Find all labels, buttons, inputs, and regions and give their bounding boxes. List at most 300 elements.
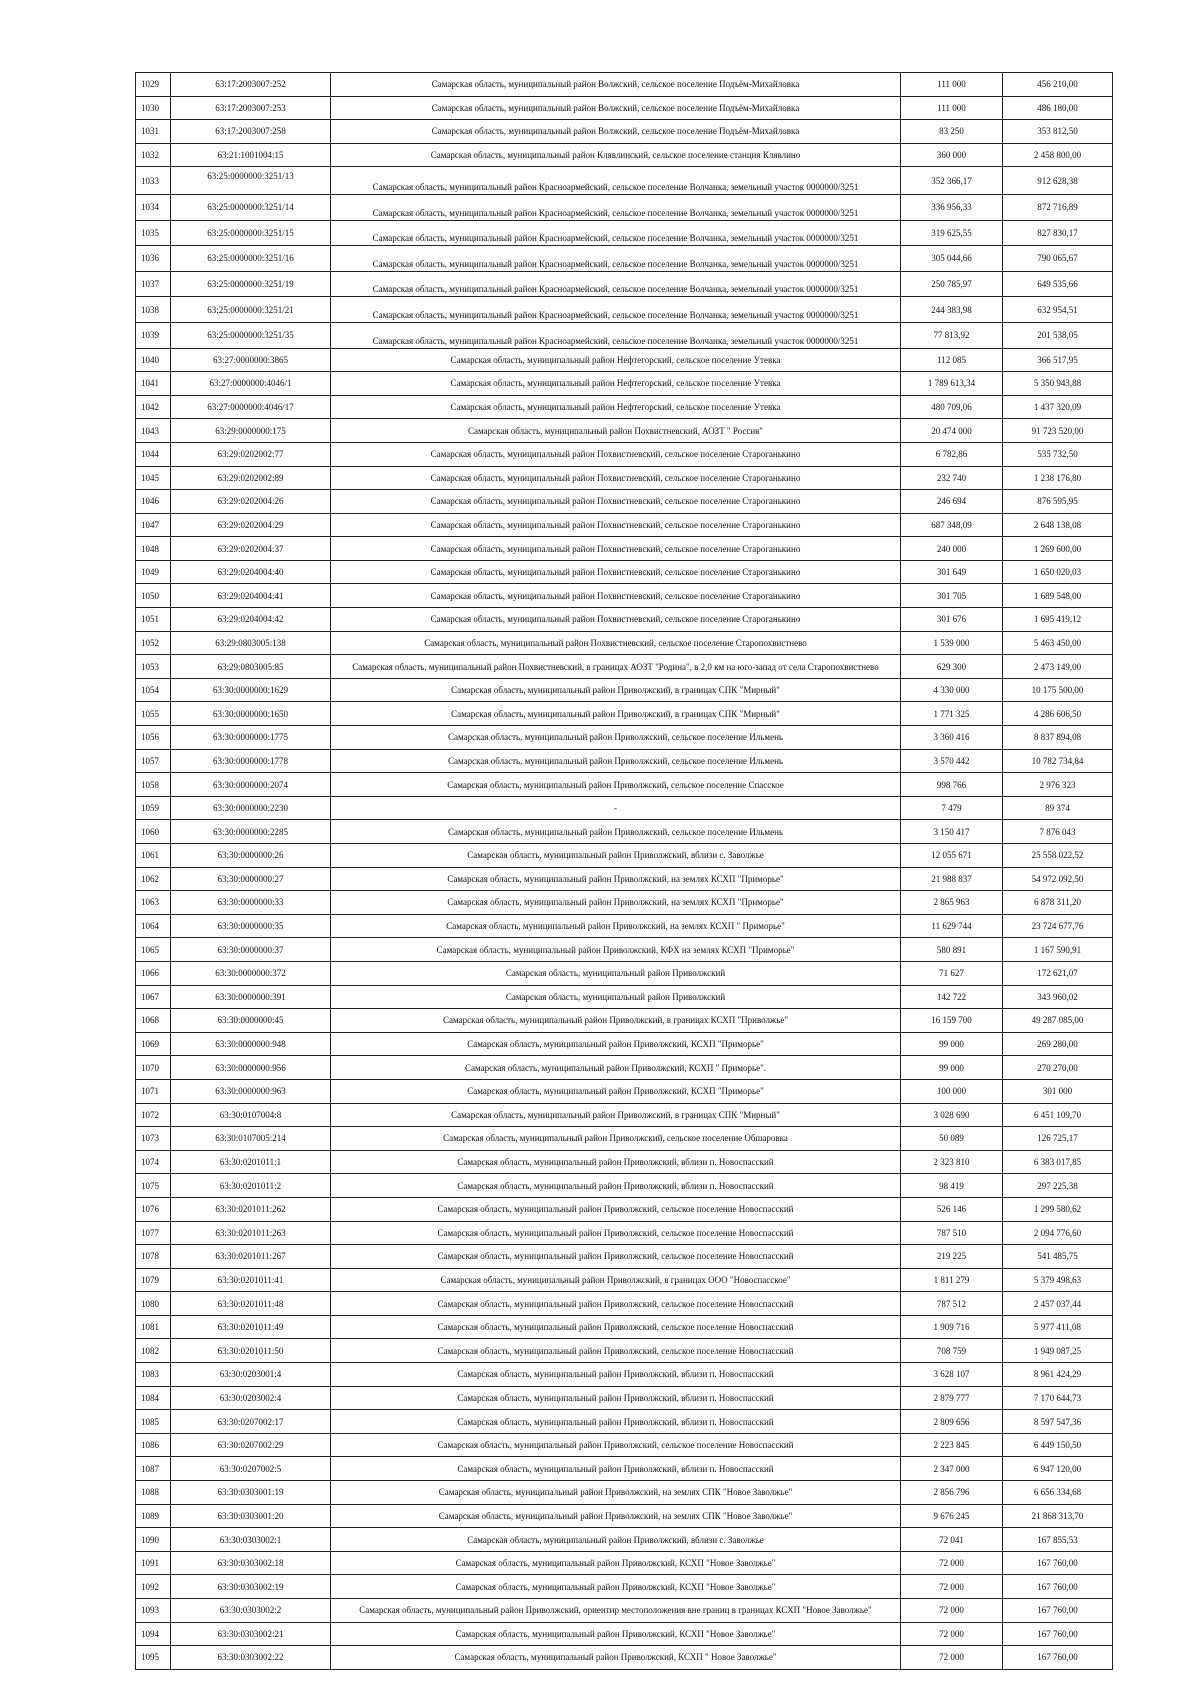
cadastral-value-cell: 6 656 334,68 (1003, 1481, 1113, 1505)
table-row (136, 513, 1113, 537)
cadastral-value-cell: 6 383 017,85 (1003, 1150, 1113, 1174)
cadastral-number-cell: 63:30:0201011:263 (171, 1221, 331, 1245)
row-number-cell: 1029 (136, 73, 171, 97)
location-address-cell: Самарская область, муниципальный район Приволжский (331, 961, 901, 985)
location-address-cell: Самарская область, муниципальный район Похвистневский, в границах АОЗТ "Родина", в 2,0 км на юго-запад от села Старопохвистнево (331, 655, 901, 679)
row-number-cell: 1031 (136, 120, 171, 144)
location-address-cell: Самарская область, муниципальный район Красноармейский, сельское поселение Волчанка, земельный участок 0000000/3251 (331, 246, 901, 272)
row-number-cell: 1055 (136, 702, 171, 726)
area-value-cell: 2 879 777 (901, 1386, 1003, 1410)
row-number-cell: 1040 (136, 348, 171, 372)
row-number-cell: 1081 (136, 1315, 171, 1339)
location-address-cell: Самарская область, муниципальный район Похвистневский, АОЗТ " Россия" (331, 419, 901, 443)
cadastral-value-cell: 10 782 734,84 (1003, 749, 1113, 773)
table-row (136, 419, 1113, 443)
table-row (136, 985, 1113, 1009)
cadastral-number-cell: 63:25:0000000:3251/19 (171, 271, 331, 297)
cadastral-number-cell: 63:30:0207002:29 (171, 1433, 331, 1457)
row-number-cell: 1089 (136, 1504, 171, 1528)
row-number-cell: 1094 (136, 1622, 171, 1646)
location-address-cell: Самарская область, муниципальный район Приволжский, КСХП " Приморье". (331, 1056, 901, 1080)
table-row (136, 466, 1113, 490)
row-number-cell: 1078 (136, 1245, 171, 1269)
row-number-cell: 1085 (136, 1410, 171, 1434)
cadastral-number-cell: 63:29:0204004:41 (171, 584, 331, 608)
area-value-cell: 352 366,17 (901, 167, 1003, 195)
location-address-cell: Самарская область, муниципальный район Красноармейский, сельское поселение Волчанка, земельный участок 0000000/3251 (331, 167, 901, 195)
location-address-cell: Самарская область, муниципальный район Приволжский, сельское поселение Новоспасский (331, 1221, 901, 1245)
table-row (136, 1551, 1113, 1575)
location-address-cell: Самарская область, муниципальный район Похвистневский, сельское поселение Староганькино (331, 608, 901, 632)
area-value-cell: 336 956,33 (901, 194, 1003, 220)
cadastral-value-cell: 6 947 120,00 (1003, 1457, 1113, 1481)
cadastral-value-cell: 876 595,95 (1003, 490, 1113, 514)
table-row (136, 167, 1113, 195)
cadastral-value-cell: 2 457 037,44 (1003, 1292, 1113, 1316)
location-address-cell: Самарская область, муниципальный район Похвистневский, сельское поселение Староганькино (331, 490, 901, 514)
row-number-cell: 1030 (136, 96, 171, 120)
location-address-cell: Самарская область, муниципальный район Приволжский, вблизи п. Новоспасский (331, 1457, 901, 1481)
row-number-cell: 1086 (136, 1433, 171, 1457)
cadastral-number-cell: 63:25:0000000:3251/35 (171, 322, 331, 348)
row-number-cell: 1075 (136, 1174, 171, 1198)
row-number-cell: 1069 (136, 1032, 171, 1056)
area-value-cell: 2 347 000 (901, 1457, 1003, 1481)
area-value-cell: 72 000 (901, 1622, 1003, 1646)
cadastral-value-cell: 2 648 138,08 (1003, 513, 1113, 537)
area-value-cell: 244 383,98 (901, 297, 1003, 323)
area-value-cell: 72 000 (901, 1551, 1003, 1575)
row-number-cell: 1074 (136, 1150, 171, 1174)
table-row (136, 1575, 1113, 1599)
table-row (136, 1646, 1113, 1670)
table-row (136, 1504, 1113, 1528)
table-row (136, 844, 1113, 868)
table-row (136, 1079, 1113, 1103)
cadastral-value-cell: 172 621,07 (1003, 961, 1113, 985)
cadastral-value-cell: 366 517,95 (1003, 348, 1113, 372)
cadastral-value-cell: 7 876 043 (1003, 820, 1113, 844)
location-address-cell: Самарская область, муниципальный район Приволжский, в границах СПК "Мирный" (331, 1103, 901, 1127)
cadastral-value-cell: 1 437 320,09 (1003, 395, 1113, 419)
cadastral-value-cell: 23 724 677,76 (1003, 914, 1113, 938)
table-row (136, 655, 1113, 679)
cadastral-number-cell: 63:30:0000000:2285 (171, 820, 331, 844)
row-number-cell: 1061 (136, 844, 171, 868)
area-value-cell: 99 000 (901, 1056, 1003, 1080)
table-row (136, 749, 1113, 773)
cadastral-value-cell: 343 960,02 (1003, 985, 1113, 1009)
cadastral-number-cell: 63:29:0202002:77 (171, 442, 331, 466)
table-row (136, 1386, 1113, 1410)
table-row (136, 1363, 1113, 1387)
cadastral-value-cell: 167 760,00 (1003, 1599, 1113, 1623)
cadastral-value-cell: 6 878 311,20 (1003, 891, 1113, 915)
location-address-cell: Самарская область, муниципальный район Приволжский, сельское поселение Ильмень (331, 749, 901, 773)
row-number-cell: 1060 (136, 820, 171, 844)
cadastral-number-cell: 63:29:0803005:85 (171, 655, 331, 679)
cadastral-value-cell: 54 972 092,50 (1003, 867, 1113, 891)
location-address-cell: Самарская область, муниципальный район Приволжский, на землях КСХП " Приморье" (331, 914, 901, 938)
cadastral-value-cell: 301 000 (1003, 1079, 1113, 1103)
table-row (136, 891, 1113, 915)
cadastral-value-cell: 456 210,00 (1003, 73, 1113, 97)
area-value-cell: 12 055 671 (901, 844, 1003, 868)
table-row (136, 322, 1113, 348)
area-value-cell: 240 000 (901, 537, 1003, 561)
table-row (136, 271, 1113, 297)
cadastral-number-cell: 63:30:0000000:37 (171, 938, 331, 962)
row-number-cell: 1042 (136, 395, 171, 419)
table-row (136, 702, 1113, 726)
table-row (136, 1197, 1113, 1221)
table-row (136, 1221, 1113, 1245)
cadastral-value-cell: 6 449 150,50 (1003, 1433, 1113, 1457)
area-value-cell: 526 146 (901, 1197, 1003, 1221)
table-row (136, 1457, 1113, 1481)
row-number-cell: 1054 (136, 678, 171, 702)
area-value-cell: 3 570 442 (901, 749, 1003, 773)
location-address-cell: Самарская область, муниципальный район Приволжский, сельское поселение Ильмень (331, 726, 901, 750)
cadastral-value-cell: 1 695 419,12 (1003, 608, 1113, 632)
cadastral-value-cell: 1 167 590,91 (1003, 938, 1113, 962)
cadastral-number-cell: 63:30:0201011:50 (171, 1339, 331, 1363)
row-number-cell: 1051 (136, 608, 171, 632)
row-number-cell: 1056 (136, 726, 171, 750)
location-address-cell: Самарская область, муниципальный район Похвистневский, сельское поселение Староганькино (331, 584, 901, 608)
cadastral-value-cell: 1 689 548,00 (1003, 584, 1113, 608)
cadastral-number-cell: 63:27:0000000:4046/1 (171, 372, 331, 396)
row-number-cell: 1057 (136, 749, 171, 773)
location-address-cell: Самарская область, муниципальный район Нефтегорский, сельское поселение Утевка (331, 348, 901, 372)
table-row (136, 395, 1113, 419)
location-address-cell: Самарская область, муниципальный район Похвистневский, сельское поселение Староганькино (331, 560, 901, 584)
table-row (136, 246, 1113, 272)
location-address-cell: Самарская область, муниципальный район Клявлинский, сельское поселение станция Клявлино (331, 143, 901, 167)
table-row (136, 938, 1113, 962)
cadastral-number-cell: 63:30:0303001:20 (171, 1504, 331, 1528)
cadastral-value-cell: 541 485,75 (1003, 1245, 1113, 1269)
area-value-cell: 72 000 (901, 1599, 1003, 1623)
cadastral-number-cell: 63:25:0000000:3251/15 (171, 220, 331, 246)
cadastral-number-cell: 63:30:0201011:267 (171, 1245, 331, 1269)
location-address-cell: Самарская область, муниципальный район Приволжский, КСХП "Приморье" (331, 1032, 901, 1056)
cadastral-number-cell: 63:29:0204004:40 (171, 560, 331, 584)
cadastral-number-cell: 63:30:0000000:948 (171, 1032, 331, 1056)
location-address-cell: Самарская область, муниципальный район Красноармейский, сельское поселение Волчанка, земельный участок 0000000/3251 (331, 271, 901, 297)
row-number-cell: 1053 (136, 655, 171, 679)
cadastral-number-cell: 63:29:0202002:89 (171, 466, 331, 490)
table-row (136, 820, 1113, 844)
table-row (136, 1410, 1113, 1434)
location-address-cell: Самарская область, муниципальный район Приволжский, на землях КСХП "Приморье" (331, 891, 901, 915)
cadastral-number-cell: 63:25:0000000:3251/21 (171, 297, 331, 323)
row-number-cell: 1035 (136, 220, 171, 246)
table-row (136, 348, 1113, 372)
cadastral-value-cell: 632 954,51 (1003, 297, 1113, 323)
cadastral-value-cell: 486 180,00 (1003, 96, 1113, 120)
cadastral-value-cell: 297 225,38 (1003, 1174, 1113, 1198)
area-value-cell: 2 856 796 (901, 1481, 1003, 1505)
area-value-cell: 3 360 416 (901, 726, 1003, 750)
area-value-cell: 72 000 (901, 1575, 1003, 1599)
location-address-cell: Самарская область, муниципальный район Приволжский, в границах СПК "Мирный" (331, 678, 901, 702)
cadastral-value-cell: 535 732,50 (1003, 442, 1113, 466)
area-value-cell: 305 044,66 (901, 246, 1003, 272)
location-address-cell: Самарская область, муниципальный район Приволжский, в границах КСХП "Приволжье" (331, 1009, 901, 1033)
location-address-cell: Самарская область, муниципальный район Приволжский, сельское поселение Новоспасский (331, 1315, 901, 1339)
area-value-cell: 4 330 000 (901, 678, 1003, 702)
cadastral-number-cell: 63:17:2003007:258 (171, 120, 331, 144)
row-number-cell: 1093 (136, 1599, 171, 1623)
table-row (136, 372, 1113, 396)
cadastral-value-cell: 91 723 520,00 (1003, 419, 1113, 443)
table-row (136, 914, 1113, 938)
cadastral-number-cell: 63:30:0303001:19 (171, 1481, 331, 1505)
cadastral-value-cell: 167 760,00 (1003, 1622, 1113, 1646)
cadastral-value-cell: 5 379 498,63 (1003, 1268, 1113, 1292)
cadastral-number-cell: 63:30:0000000:1778 (171, 749, 331, 773)
row-number-cell: 1062 (136, 867, 171, 891)
cadastral-number-cell: 63:30:0207002:17 (171, 1410, 331, 1434)
area-value-cell: 3 028 690 (901, 1103, 1003, 1127)
area-value-cell: 246 694 (901, 490, 1003, 514)
cadastral-number-cell: 63:30:0303002:1 (171, 1528, 331, 1552)
area-value-cell: 1 539 000 (901, 631, 1003, 655)
table-row (136, 1150, 1113, 1174)
cadastral-value-cell: 49 287 085,00 (1003, 1009, 1113, 1033)
row-number-cell: 1033 (136, 167, 171, 195)
cadastral-number-cell: 63:30:0000000:26 (171, 844, 331, 868)
row-number-cell: 1090 (136, 1528, 171, 1552)
table-row (136, 73, 1113, 97)
table-row (136, 796, 1113, 820)
table-row (136, 1292, 1113, 1316)
cadastral-number-cell: 63:29:0202004:37 (171, 537, 331, 561)
area-value-cell: 787 510 (901, 1221, 1003, 1245)
area-value-cell: 2 223 845 (901, 1433, 1003, 1457)
area-value-cell: 219 225 (901, 1245, 1003, 1269)
cadastral-number-cell: 63:17:2003007:253 (171, 96, 331, 120)
cadastral-number-cell: 63:30:0000000:45 (171, 1009, 331, 1033)
row-number-cell: 1034 (136, 194, 171, 220)
table-row (136, 96, 1113, 120)
row-number-cell: 1083 (136, 1363, 171, 1387)
cadastral-number-cell: 63:30:0000000:33 (171, 891, 331, 915)
location-address-cell: Самарская область, муниципальный район Приволжский, сельское поселение Новоспасский (331, 1197, 901, 1221)
row-number-cell: 1071 (136, 1079, 171, 1103)
cadastral-value-cell: 827 830,17 (1003, 220, 1113, 246)
cadastral-number-cell: 63:30:0201011:2 (171, 1174, 331, 1198)
table-row (136, 773, 1113, 797)
cadastral-number-cell: 63:30:0303002:18 (171, 1551, 331, 1575)
location-address-cell: Самарская область, муниципальный район Приволжский, вблизи с. Заволжье (331, 1528, 901, 1552)
cadastral-value-cell: 1 238 176,80 (1003, 466, 1113, 490)
area-value-cell: 232 740 (901, 466, 1003, 490)
land-plots-table (135, 72, 1113, 1670)
cadastral-value-cell: 167 760,00 (1003, 1575, 1113, 1599)
cadastral-value-cell: 269 280,00 (1003, 1032, 1113, 1056)
row-number-cell: 1046 (136, 490, 171, 514)
location-address-cell: Самарская область, муниципальный район Приволжский, сельское поселение Новоспасский (331, 1292, 901, 1316)
row-number-cell: 1043 (136, 419, 171, 443)
cadastral-value-cell: 912 628,38 (1003, 167, 1113, 195)
location-address-cell: Самарская область, муниципальный район Похвистневский, сельское поселение Старопохвистнево (331, 631, 901, 655)
location-address-cell: Самарская область, муниципальный район Приволжский, вблизи п. Новоспасский (331, 1150, 901, 1174)
cadastral-value-cell: 2 976 323 (1003, 773, 1113, 797)
row-number-cell: 1076 (136, 1197, 171, 1221)
table-row (136, 442, 1113, 466)
cadastral-value-cell: 1 650 020,03 (1003, 560, 1113, 584)
area-value-cell: 787 512 (901, 1292, 1003, 1316)
area-value-cell: 1 789 613,34 (901, 372, 1003, 396)
cadastral-number-cell: 63:29:0202004:29 (171, 513, 331, 537)
table-row (136, 1315, 1113, 1339)
area-value-cell: 20 474 000 (901, 419, 1003, 443)
location-address-cell: Самарская область, муниципальный район Приволжский, КСХП "Новое Заволжье" (331, 1575, 901, 1599)
cadastral-number-cell: 63:30:0303002:19 (171, 1575, 331, 1599)
location-address-cell: Самарская область, муниципальный район Приволжский, в границах ООО "Новоспасское" (331, 1268, 901, 1292)
location-address-cell: Самарская область, муниципальный район Приволжский, КСХП " Новое Заволжье" (331, 1646, 901, 1670)
cadastral-number-cell: 63:30:0000000:2230 (171, 796, 331, 820)
row-number-cell: 1038 (136, 297, 171, 323)
area-value-cell: 580 891 (901, 938, 1003, 962)
table-row (136, 220, 1113, 246)
table-row (136, 1481, 1113, 1505)
area-value-cell: 1 811 279 (901, 1268, 1003, 1292)
row-number-cell: 1052 (136, 631, 171, 655)
location-address-cell: - (331, 796, 901, 820)
area-value-cell: 83 250 (901, 120, 1003, 144)
cadastral-value-cell: 201 538,05 (1003, 322, 1113, 348)
area-value-cell: 111 000 (901, 73, 1003, 97)
cadastral-value-cell: 2 094 776,60 (1003, 1221, 1113, 1245)
row-number-cell: 1072 (136, 1103, 171, 1127)
area-value-cell: 98 419 (901, 1174, 1003, 1198)
cadastral-value-cell: 167 760,00 (1003, 1646, 1113, 1670)
table-row (136, 120, 1113, 144)
cadastral-number-cell: 63:30:0000000:1775 (171, 726, 331, 750)
cadastral-number-cell: 63:29:0803005:138 (171, 631, 331, 655)
row-number-cell: 1080 (136, 1292, 171, 1316)
location-address-cell: Самарская область, муниципальный район Нефтегорский, сельское поселение Утевка (331, 395, 901, 419)
table-row (136, 297, 1113, 323)
area-value-cell: 301 676 (901, 608, 1003, 632)
area-value-cell: 301 649 (901, 560, 1003, 584)
location-address-cell: Самарская область, муниципальный район Нефтегорский, сельское поселение Утевка (331, 372, 901, 396)
cadastral-number-cell: 63:30:0203001:4 (171, 1363, 331, 1387)
cadastral-number-cell: 63:29:0202004:26 (171, 490, 331, 514)
area-value-cell: 71 627 (901, 961, 1003, 985)
row-number-cell: 1092 (136, 1575, 171, 1599)
table-row (136, 1009, 1113, 1033)
cadastral-value-cell: 270 270,00 (1003, 1056, 1113, 1080)
cadastral-number-cell: 63:30:0303002:2 (171, 1599, 331, 1623)
cadastral-number-cell: 63:30:0000000:956 (171, 1056, 331, 1080)
cadastral-number-cell: 63:30:0201011:48 (171, 1292, 331, 1316)
cadastral-number-cell: 63:30:0107005:214 (171, 1127, 331, 1151)
table-row (136, 1174, 1113, 1198)
cadastral-value-cell: 2 458 800,00 (1003, 143, 1113, 167)
cadastral-number-cell: 63:30:0107004:8 (171, 1103, 331, 1127)
cadastral-number-cell: 63:30:0201011:49 (171, 1315, 331, 1339)
table-row (136, 631, 1113, 655)
cadastral-number-cell: 63:30:0000000:1650 (171, 702, 331, 726)
location-address-cell: Самарская область, муниципальный район Приволжский, на землях СПК "Новое Заволжье" (331, 1481, 901, 1505)
location-address-cell: Самарская область, муниципальный район Красноармейский, сельское поселение Волчанка, земельный участок 0000000/3251 (331, 194, 901, 220)
table-row (136, 726, 1113, 750)
row-number-cell: 1079 (136, 1268, 171, 1292)
table-body (136, 73, 1113, 1670)
cadastral-number-cell: 63:21:1001004:15 (171, 143, 331, 167)
area-value-cell: 708 759 (901, 1339, 1003, 1363)
location-address-cell: Самарская область, муниципальный район Приволжский (331, 985, 901, 1009)
row-number-cell: 1087 (136, 1457, 171, 1481)
area-value-cell: 2 323 810 (901, 1150, 1003, 1174)
area-value-cell: 301 705 (901, 584, 1003, 608)
area-value-cell: 112 085 (901, 348, 1003, 372)
area-value-cell: 72 041 (901, 1528, 1003, 1552)
location-address-cell: Самарская область, муниципальный район Приволжский, вблизи п. Новоспасский (331, 1174, 901, 1198)
location-address-cell: Самарская область, муниципальный район Приволжский, вблизи п. Новоспасский (331, 1410, 901, 1434)
row-number-cell: 1064 (136, 914, 171, 938)
cadastral-number-cell: 63:17:2003007:252 (171, 73, 331, 97)
area-value-cell: 998 766 (901, 773, 1003, 797)
location-address-cell: Самарская область, муниципальный район Похвистневский, сельское поселение Староганькино (331, 442, 901, 466)
cadastral-number-cell: 63:30:0000000:27 (171, 867, 331, 891)
location-address-cell: Самарская область, муниципальный район Приволжский, сельское поселение Обшаровка (331, 1127, 901, 1151)
cadastral-value-cell: 89 374 (1003, 796, 1113, 820)
area-value-cell: 99 000 (901, 1032, 1003, 1056)
location-address-cell: Самарская область, муниципальный район Красноармейский, сельское поселение Волчанка, земельный участок 0000000/3251 (331, 322, 901, 348)
area-value-cell: 21 988 837 (901, 867, 1003, 891)
table-row (136, 1433, 1113, 1457)
location-address-cell: Самарская область, муниципальный район Приволжский, на землях СПК "Новое Заволжье" (331, 1504, 901, 1528)
row-number-cell: 1088 (136, 1481, 171, 1505)
area-value-cell: 7 479 (901, 796, 1003, 820)
area-value-cell: 1 771 325 (901, 702, 1003, 726)
location-address-cell: Самарская область, муниципальный район Приволжский, ориентир местоположения вне границ в границах КСХП "Новое Заволжье" (331, 1599, 901, 1623)
location-address-cell: Самарская область, муниципальный район Приволжский, сельское поселение Новоспасский (331, 1245, 901, 1269)
location-address-cell: Самарская область, муниципальный район Похвистневский, сельское поселение Староганькино (331, 513, 901, 537)
row-number-cell: 1032 (136, 143, 171, 167)
cadastral-value-cell: 5 977 411,08 (1003, 1315, 1113, 1339)
table-row (136, 584, 1113, 608)
area-value-cell: 77 813,92 (901, 322, 1003, 348)
table-row (136, 1245, 1113, 1269)
table-row (136, 143, 1113, 167)
area-value-cell: 3 628 107 (901, 1363, 1003, 1387)
table-row (136, 1528, 1113, 1552)
row-number-cell: 1073 (136, 1127, 171, 1151)
area-value-cell: 6 782,86 (901, 442, 1003, 466)
table-row (136, 961, 1113, 985)
location-address-cell: Самарская область, муниципальный район Волжский, сельское поселение Подъём-Михайловка (331, 120, 901, 144)
cadastral-number-cell: 63:30:0303002:21 (171, 1622, 331, 1646)
cadastral-value-cell: 5 350 943,88 (1003, 372, 1113, 396)
row-number-cell: 1044 (136, 442, 171, 466)
cadastral-value-cell: 8 597 547,36 (1003, 1410, 1113, 1434)
table-row (136, 490, 1113, 514)
cadastral-number-cell: 63:29:0204004:42 (171, 608, 331, 632)
table-row (136, 1339, 1113, 1363)
cadastral-value-cell: 7 170 644,73 (1003, 1386, 1113, 1410)
table-row (136, 1103, 1113, 1127)
row-number-cell: 1068 (136, 1009, 171, 1033)
cadastral-value-cell: 4 286 606,50 (1003, 702, 1113, 726)
row-number-cell: 1041 (136, 372, 171, 396)
location-address-cell: Самарская область, муниципальный район Приволжский, сельское поселение Новоспасский (331, 1339, 901, 1363)
